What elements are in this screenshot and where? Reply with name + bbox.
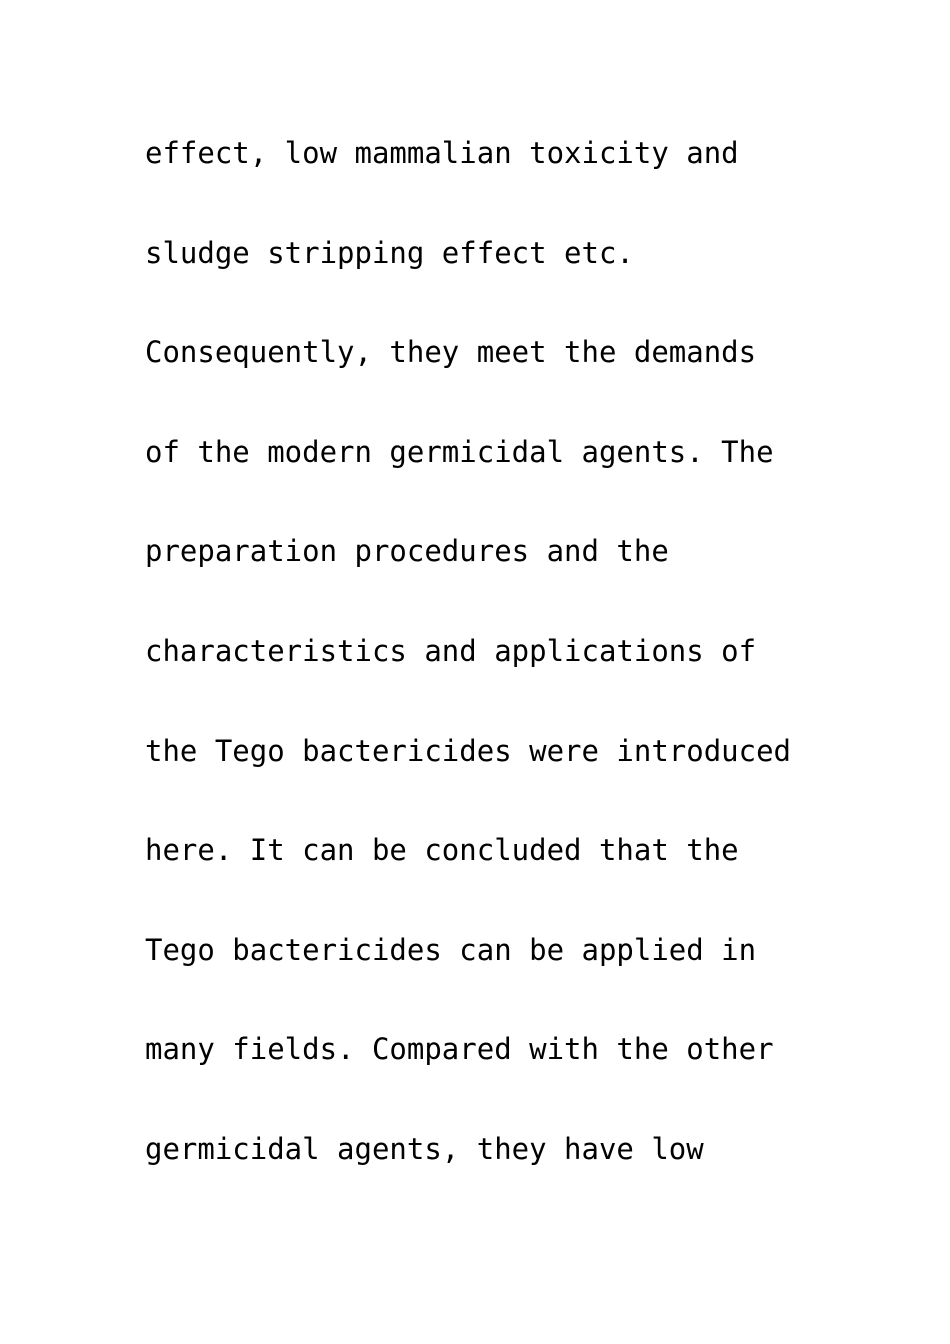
text-line: the Tego bactericides were introduced [145,733,792,768]
text-line: of the modern germicidal agents. The [145,434,774,469]
text-line: preparation procedures and the [145,534,669,569]
text-line: sludge stripping effect etc. [145,235,634,270]
text-line: many fields. Compared with the other [145,1032,774,1067]
text-line: Tego bactericides can be applied in [145,932,757,967]
text-line: here. It can be concluded that the [145,833,739,868]
text-line: Consequently, they meet the demands [145,335,757,370]
text-line: effect, low mammalian toxicity and [145,136,739,170]
body-paragraph [145,126,845,1222]
text-line: characteristics and applications of [145,633,757,668]
text-line: germicidal agents, they have low [145,1131,704,1166]
